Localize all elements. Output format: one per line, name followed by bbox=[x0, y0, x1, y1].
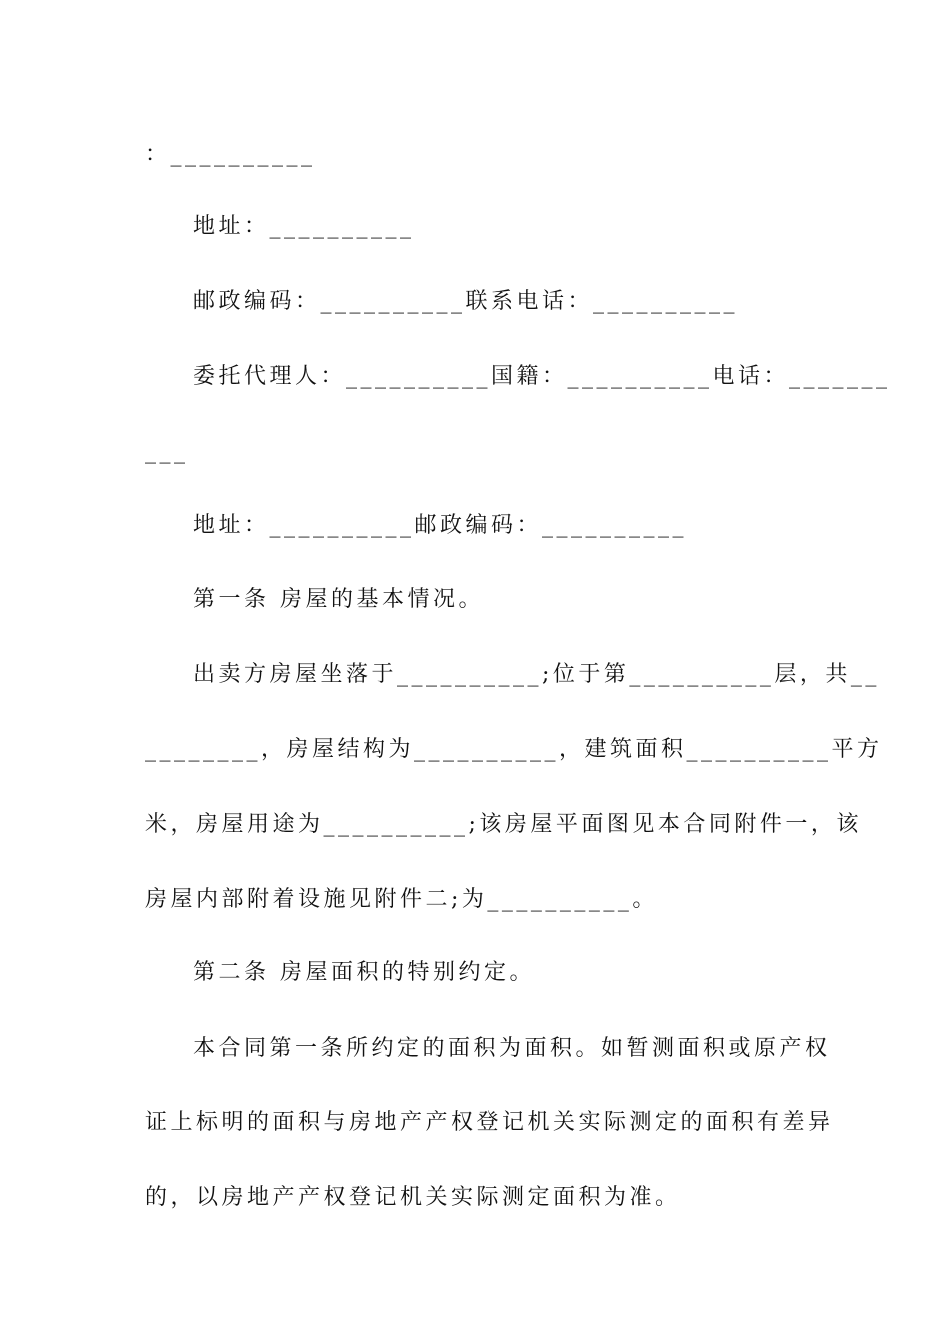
article-one-text-line: 房屋内部附着设施见附件二;为__________。 bbox=[145, 887, 658, 912]
agent-address-postcode-field: 地址：__________邮政编码：__________ bbox=[193, 513, 688, 538]
article-two-text-line: 证上标明的面积与房地产产权登记机关实际测定的面积有差异 bbox=[145, 1110, 834, 1135]
article-one-heading: 第一条 房屋的基本情况。 bbox=[193, 587, 484, 612]
postcode-phone-field: 邮政编码：__________联系电话：__________ bbox=[193, 289, 739, 314]
article-one-text-line: 出卖方房屋坐落于__________;位于第__________层，共__ bbox=[193, 662, 880, 687]
address-field: 地址：__________ bbox=[193, 214, 415, 239]
agent-nationality-phone-field: 委托代理人：__________国籍：__________电话：_______ bbox=[193, 364, 891, 389]
article-two-heading: 第二条 房屋面积的特别约定。 bbox=[193, 960, 535, 985]
article-two-text-line: 的，以房地产产权登记机关实际测定面积为准。 bbox=[145, 1185, 681, 1210]
article-one-text-line: 米，房屋用途为__________;该房屋平面图见本合同附件一，该 bbox=[145, 812, 862, 837]
buyer-field-continuation: ：__________ bbox=[145, 142, 316, 167]
agent-phone-continuation: ___ bbox=[145, 439, 189, 464]
article-one-text-line: ________，房屋结构为__________，建筑面积__________平方 bbox=[145, 737, 883, 762]
article-two-text-line: 本合同第一条所约定的面积为面积。如暂测面积或原产权 bbox=[193, 1036, 831, 1061]
